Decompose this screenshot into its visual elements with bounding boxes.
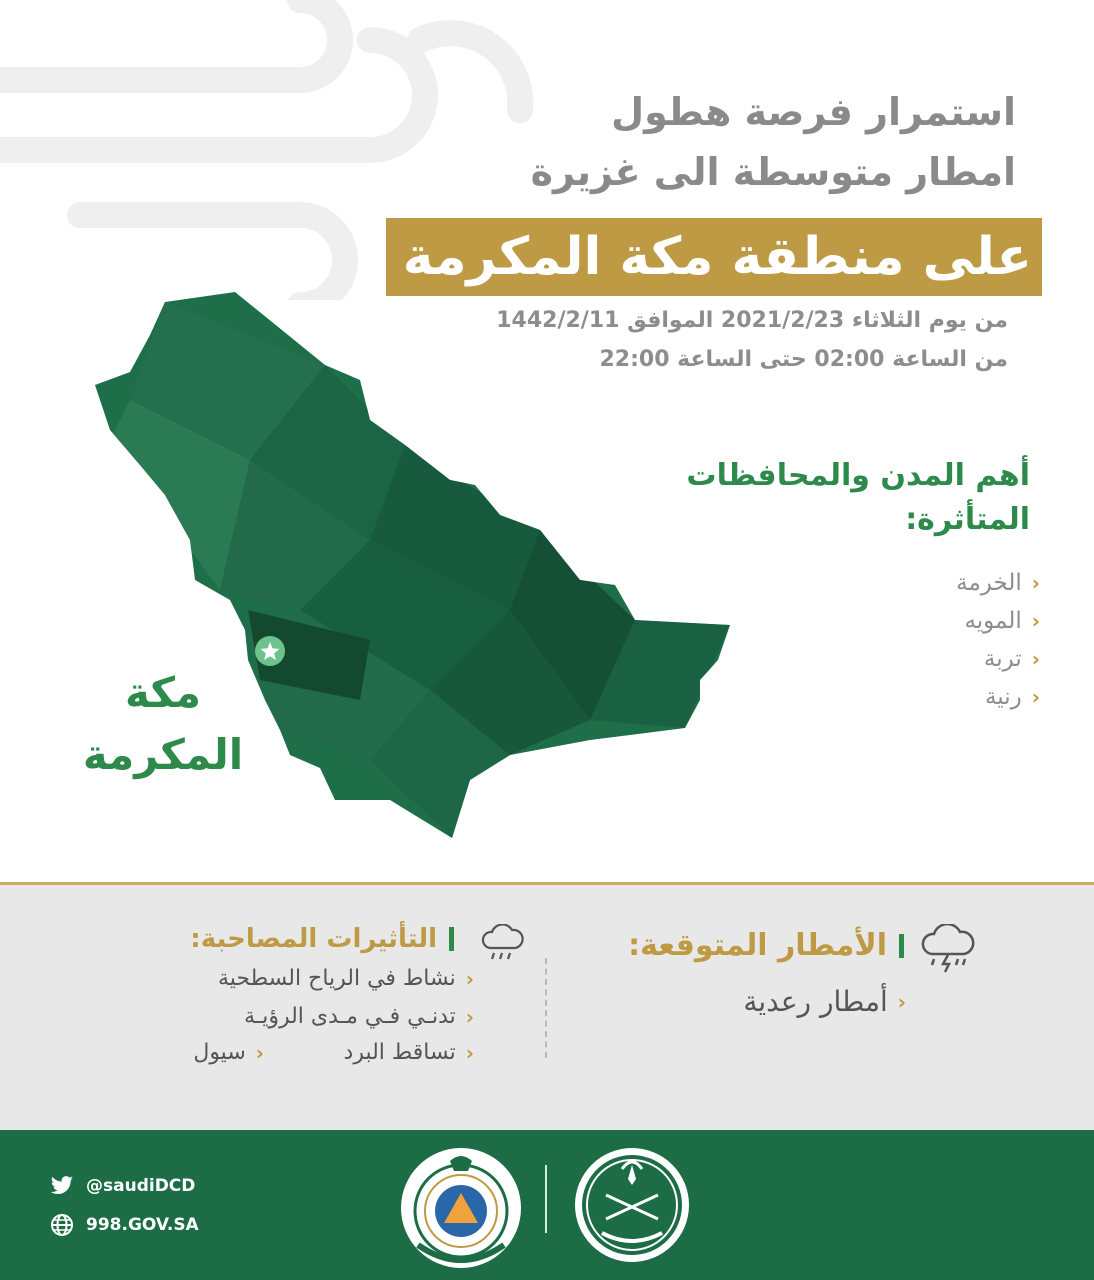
expected-rain-title: الأمطار المتوقعة: [628,928,904,963]
time-line: من الساعة 02:00 حتى الساعة 22:00 [599,347,1008,372]
list-item: ‹ المويه [964,608,1040,634]
dashed-separator [545,958,547,1058]
chevron-left-icon: ‹ [465,1040,474,1065]
chevron-left-icon: ‹ [1031,685,1040,709]
website-url: 998.GOV.SA [86,1215,199,1235]
twitter-icon [50,1176,74,1196]
chevron-left-icon: ‹ [897,989,906,1014]
date-line: من يوم الثلاثاء 2021/2/23 الموافق 1442/2/11 [496,308,1008,333]
title-accent-bar [449,927,454,951]
footer [0,1130,1094,1280]
list-item: ‹ سيول [193,1040,264,1065]
mecca-label-line-2: المكرمة [82,730,244,779]
affected-cities-list [840,564,1040,716]
list-item: ‹ نشاط في الرياح السطحية [218,966,474,991]
list-item: ‹ تساقط البرد [343,1040,474,1065]
chevron-left-icon: ‹ [465,1004,474,1029]
mecca-label-line-1: مكة [125,668,201,717]
info-band [0,885,1094,1130]
list-item: ‹ رنية [984,684,1040,710]
twitter-handle: @saudiDCD [86,1176,196,1196]
chevron-left-icon: ‹ [1031,571,1040,595]
ministry-interior-emblem [572,1145,692,1265]
chevron-left-icon: ‹ [1031,609,1040,633]
region-banner-text: على منطقة مكة المكرمة [402,227,1032,287]
title-accent-bar [899,934,904,958]
headline-line-1: استمرار فرصة هطول [611,90,1016,134]
affected-cities-title: أهم المدن والمحافظات المتأثرة: [686,458,1030,537]
footer-separator [545,1165,547,1233]
cloud-thunder-rain-icon [918,924,976,974]
website-link[interactable] [50,1213,199,1237]
twitter-link[interactable] [50,1176,195,1196]
list-item: ‹ تربة [983,646,1040,672]
globe-icon [50,1213,74,1237]
list-item: ‹ أمطار رعدية [743,985,906,1018]
chevron-left-icon: ‹ [1031,647,1040,671]
headline-line-2: امطار متوسطة الى غزيرة [530,150,1016,194]
list-item: ‹ الخرمة [956,570,1040,596]
cloud-rain-icon [480,924,524,964]
chevron-left-icon: ‹ [465,966,474,991]
chevron-left-icon: ‹ [255,1040,264,1065]
effects-title: التأثيرات المصاحبة: [190,924,454,954]
list-item: ‹ تدنـي فـي مـدى الرؤيـة [243,1004,474,1029]
civil-defense-emblem [398,1145,524,1271]
